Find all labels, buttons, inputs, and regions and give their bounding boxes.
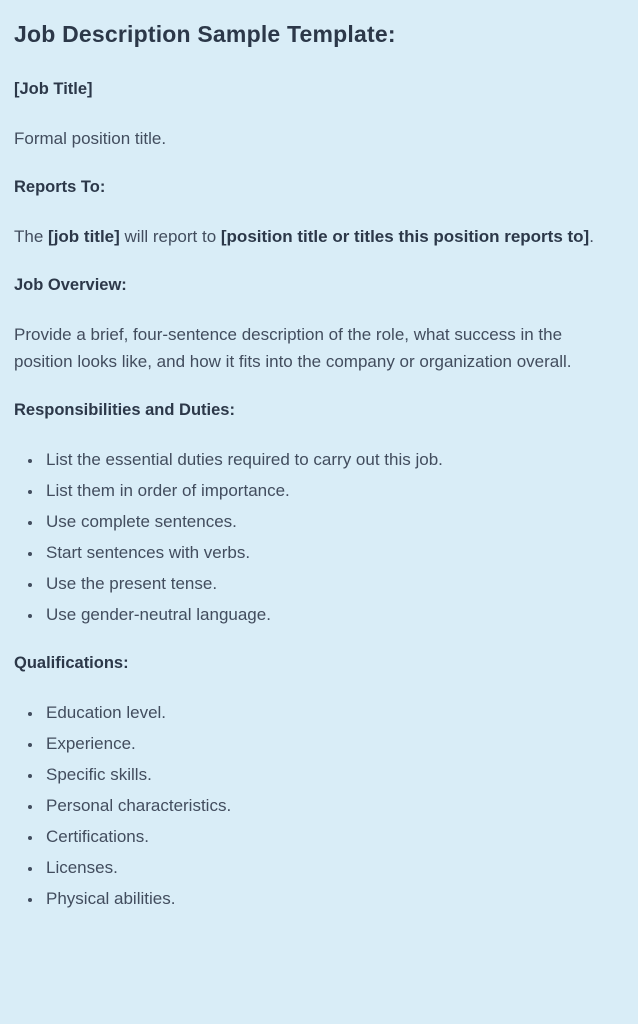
list-item: • Start sentences with verbs. <box>43 539 624 566</box>
list-item: • Experience. <box>43 730 624 757</box>
paragraph-job-title-description: Formal position title. <box>14 129 167 148</box>
reports-to-bold-segment: [job title] <box>48 227 120 246</box>
list-item: • Personal characteristics. <box>43 792 624 819</box>
reports-to-bold-segment: [position title or titles this position reports to] <box>220 227 590 246</box>
page-title: Job Description Sample Template: <box>14 21 396 47</box>
list-item: • Specific skills. <box>43 761 624 788</box>
section-heading-responsibilities: Responsibilities and Duties: <box>14 401 235 419</box>
section-heading-job-title: [Job Title] <box>14 80 93 98</box>
list-item: • Education level. <box>43 699 624 726</box>
list-item: • Physical abilities. <box>43 885 624 912</box>
list-item: • List them in order of importance. <box>43 477 624 504</box>
list-item: • Certifications. <box>43 823 624 850</box>
section-heading-reports-to: Reports To: <box>14 178 106 196</box>
list-item: • Licenses. <box>43 854 624 881</box>
reports-to-text-segment: will report to <box>119 227 221 246</box>
list-item: • Use the present tense. <box>43 570 624 597</box>
responsibilities-list <box>14 446 624 628</box>
list-item: • List the essential duties required to carry out this job. <box>43 446 624 473</box>
list-item: • Use gender-neutral language. <box>43 601 624 628</box>
list-item: • Use complete sentences. <box>43 508 624 535</box>
reports-to-text-segment: The <box>14 227 49 246</box>
section-heading-qualifications: Qualifications: <box>14 654 129 672</box>
qualifications-list <box>14 699 624 912</box>
reports-to-text-segment: . <box>589 227 594 246</box>
section-heading-job-overview: Job Overview: <box>14 276 127 294</box>
paragraph-job-overview: Provide a brief, four-sentence description of the role, what success in the position looks like, and how it fits into the company or organization overall. <box>14 325 572 371</box>
paragraph-reports-to <box>14 223 624 250</box>
